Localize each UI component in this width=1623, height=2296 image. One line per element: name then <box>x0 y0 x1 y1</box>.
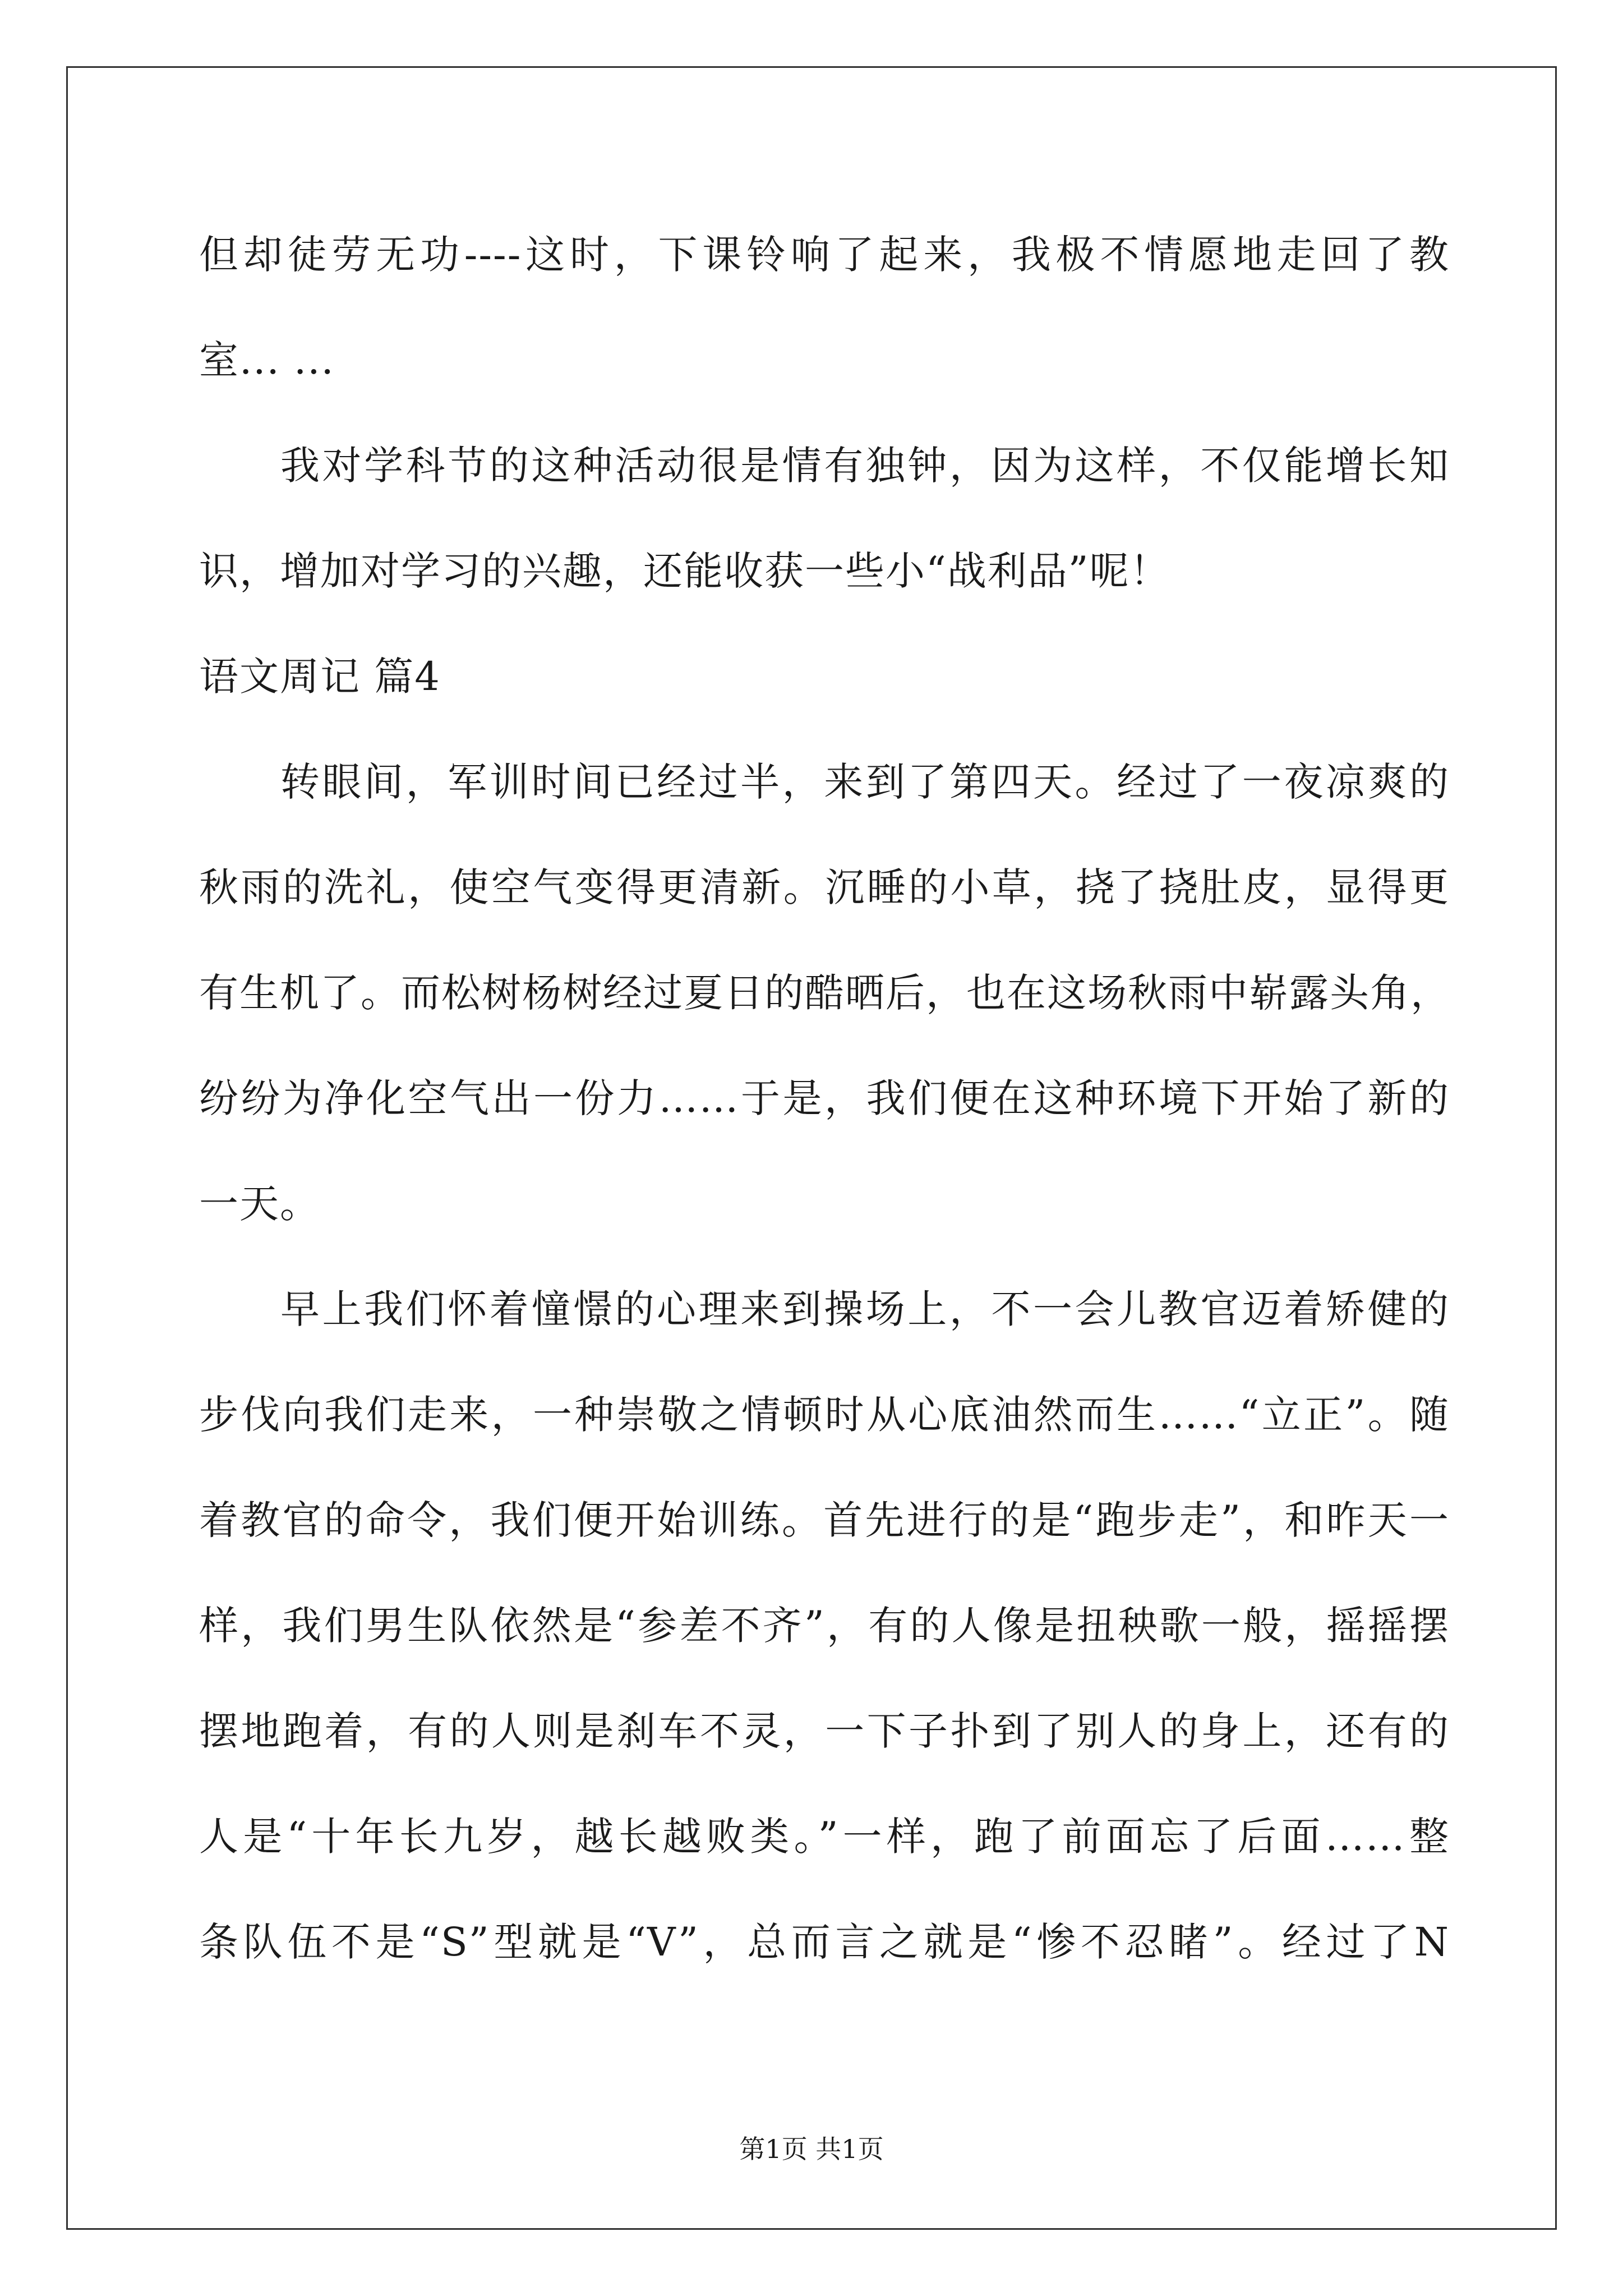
text-line: 有生机了。而松树杨树经过夏日的酷晒后，也在这场秋雨中崭露头角， <box>199 970 1451 1016</box>
page-footer: 第1页 共1页 <box>739 2134 884 2164</box>
text-line: 识，增加对学习的兴趣，还能收获一些小“战利品”呢！ <box>199 548 1170 594</box>
text-line: 着教官的命令，我们便开始训练。首先进行的是“跑步走”，和昨天一 <box>199 1497 1450 1543</box>
section-heading: 语文周记 篇4 <box>199 654 441 700</box>
text-line: 秋雨的洗礼，使空气变得更清新。沉睡的小草，挠了挠肚皮，显得更 <box>199 864 1450 910</box>
text-line: 转眼间，军训时间已经过半，来到了第四天。经过了一夜凉爽的 <box>280 759 1450 805</box>
text-line: 摆地跑着，有的人则是刹车不灵，一下子扑到了别人的身上，还有的 <box>199 1708 1450 1754</box>
text-line: 条队伍不是“S”型就是“V”，总而言之就是“惨不忍睹”。经过了N <box>199 1919 1450 1965</box>
text-line: 早上我们怀着憧憬的心理来到操场上，不一会儿教官迈着矫健的 <box>280 1286 1450 1332</box>
text-line: 步伐向我们走来，一种崇敬之情顿时从心底油然而生……“立正”。随 <box>199 1392 1450 1438</box>
document-body <box>199 202 1450 1995</box>
text-line: 但却徒劳无功----这时，下课铃响了起来，我极不情愿地走回了教 <box>199 232 1450 278</box>
text-line: 样，我们男生队依然是“参差不齐”，有的人像是扭秧歌一般，摇摇摆 <box>199 1603 1450 1649</box>
text-line: 室... ... <box>199 337 335 383</box>
text-line: 人是“十年长九岁，越长越败类。”一样，跑了前面忘了后面……整 <box>199 1814 1450 1860</box>
text-line: 纷纷为净化空气出一份力……于是，我们便在这种环境下开始了新的 <box>199 1075 1450 1121</box>
text-line: 我对学科节的这种活动很是情有独钟，因为这样，不仅能增长知 <box>280 443 1450 489</box>
text-line: 一天。 <box>199 1181 320 1227</box>
